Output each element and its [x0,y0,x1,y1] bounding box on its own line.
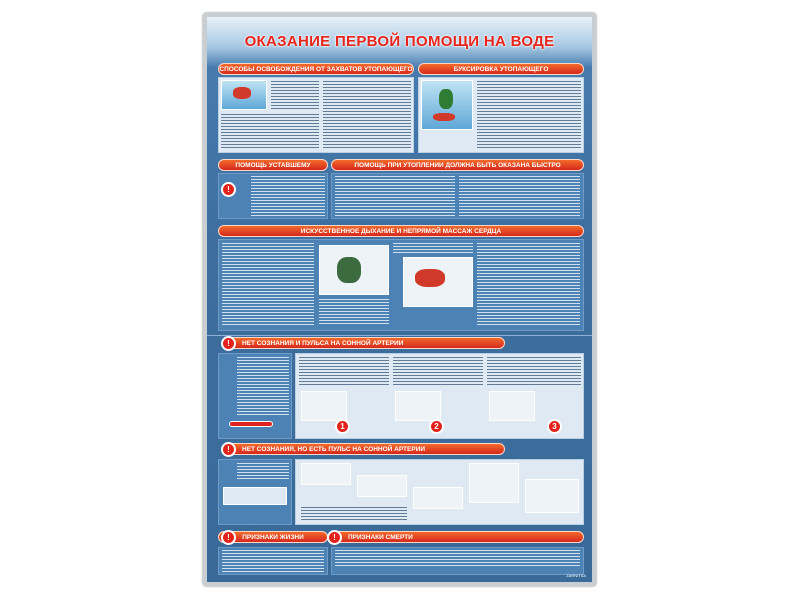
pulse-present-side-text [237,463,289,481]
warning-marker-3: ! [221,442,236,457]
recovery-photo-2 [357,475,407,497]
recovery-photo-3 [413,487,463,509]
towing-text [477,81,581,149]
release-text-b [323,81,411,149]
warning-marker-4: ! [221,530,236,545]
cpr-text-right [477,243,580,327]
signs-of-death-text [335,550,580,566]
publisher-mark: ZARNITSA [566,573,586,578]
section-help-fast: ПОМОЩЬ ПРИ УТОПЛЕНИИ ДОЛЖНА БЫТЬ ОКАЗАНА БЫСТРО [331,159,584,171]
swimmer-figure [439,89,453,109]
pulse-present-note-box [223,487,287,505]
recovery-photo-1 [301,463,351,485]
no-pulse-side-text [237,357,289,417]
rescuer-figure [233,87,251,99]
step-number-1: 1 [335,419,350,434]
section-release-grips: СПОСОБЫ ОСВОБОЖДЕНИЯ ОТ ЗАХВАТОВ УТОПАЮЩЕГО [218,63,414,75]
no-pulse-step-text-3 [487,357,581,387]
cpr-caption-2 [393,243,473,255]
section-towing: БУКСИРОВКА УТОПАЮЩЕГО [418,63,584,75]
step-number-3: 3 [547,419,562,434]
section-no-pulse: НЕТ СОЗНАНИЯ И ПУЛЬСА НА СОННОЙ АРТЕРИИ [225,337,505,349]
cpr-text-left [222,243,314,327]
lifebuoy-figure [433,113,455,121]
warning-marker-5: ! [327,530,342,545]
no-pulse-step-text-2 [393,357,483,387]
recovery-photo-4 [469,463,519,503]
signs-of-life-text [222,550,324,572]
warning-marker-2: ! [221,336,236,351]
release-text-c [221,114,319,149]
no-pulse-photo-3 [489,391,535,421]
step-number-2: 2 [429,419,444,434]
cpr-caption-1 [319,299,389,325]
section-pulse-present: НЕТ СОЗНАНИЯ, НО ЕСТЬ ПУЛЬС НА СОННОЙ АРТЕРИИ [225,443,505,455]
no-pulse-photo-1 [301,391,347,421]
cpr-victim-figure [415,269,445,287]
pulse-present-text [301,507,407,521]
help-fast-text-b [459,176,580,216]
release-text-a [271,81,319,109]
no-pulse-photo-2 [395,391,441,421]
recovery-photo-5 [525,479,579,513]
poster-title: ОКАЗАНИЕ ПЕРВОЙ ПОМОЩИ НА ВОДЕ [244,33,555,50]
start-cpr-pill [229,421,273,427]
help-tired-text [251,176,325,216]
no-pulse-step-text-1 [299,357,389,387]
warning-marker: ! [221,182,236,197]
help-fast-text-a [335,176,455,216]
section-signs-of-death: ПРИЗНАКИ СМЕРТИ [331,531,584,543]
section-cpr: ИСКУССТВЕННОЕ ДЫХАНИЕ И НЕПРЯМОЙ МАССАЖ СЕРДЦА [218,225,584,237]
first-aid-poster [207,17,592,582]
section-help-tired: ПОМОЩЬ УСТАВШЕМУ [218,159,328,171]
cpr-rescuer-figure [337,257,361,283]
section-signs-of-life: ПРИЗНАКИ ЖИЗНИ [218,531,328,543]
